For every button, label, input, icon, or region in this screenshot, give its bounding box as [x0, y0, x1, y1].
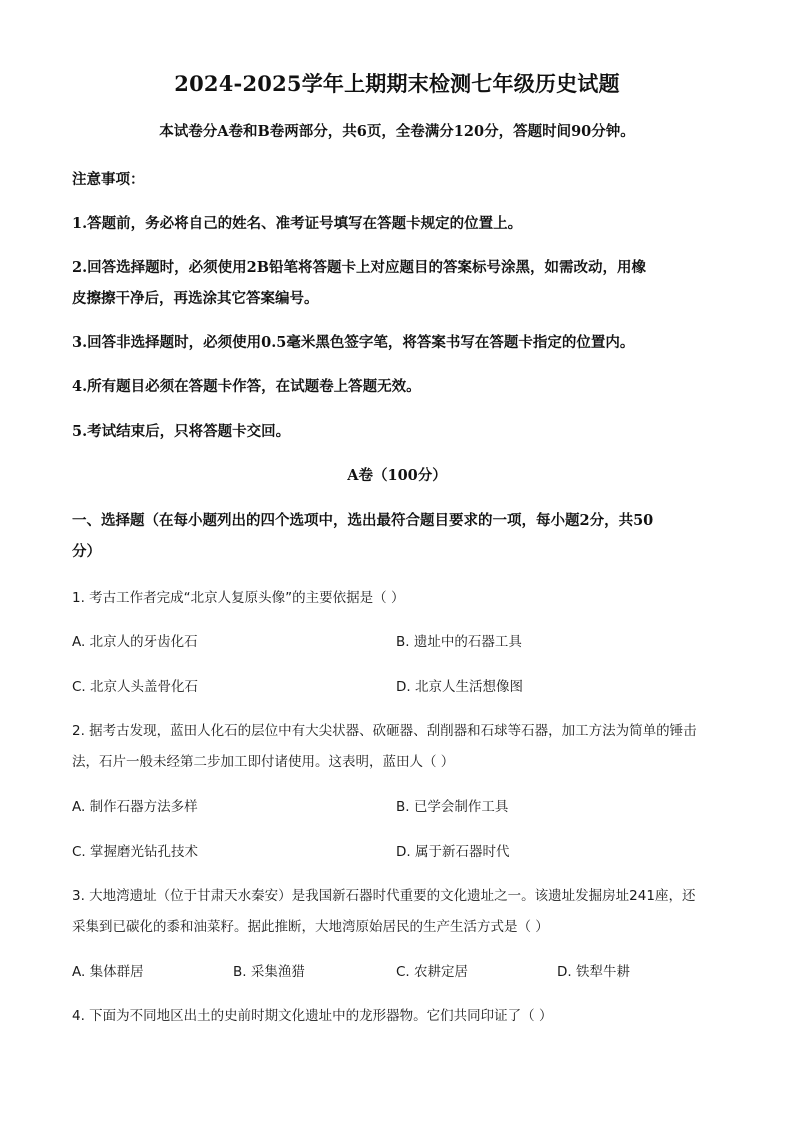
question-3-text: 3. 大地湾遗址（位于甘肃天水秦安）是我国新石器时代重要的文化遗址之一。该遗址发掘房址241座，还: [72, 888, 696, 904]
q2-option-a: A. 制作石器方法多样: [72, 799, 198, 815]
q1-option-d: D. 北京人生活想像图: [396, 679, 523, 695]
question-1-text: 1. 考古工作者完成“北京人复原头像”的主要依据是（ ）: [72, 590, 405, 606]
volume-a-label: A卷（100分）: [347, 467, 447, 484]
q1-option-b: B. 遗址中的石器工具: [396, 634, 522, 650]
q1-option-a: A. 北京人的牙齿化石: [72, 634, 198, 650]
q3-option-b: B. 采集渔猎: [233, 964, 305, 980]
q3-option-d: D. 铁犁牛耕: [557, 964, 630, 980]
section-heading: 一、选择题（在每小题列出的四个选项中，选出最符合题目要求的一项，每小题2分，共50: [72, 512, 654, 529]
notice-heading: 注意事项：: [72, 171, 145, 188]
q1-option-c: C. 北京人头盖骨化石: [72, 679, 199, 695]
notice-item-3: 3.回答非选择题时，必须使用0.5毫米黑色签字笔，将答案书写在答题卡指定的位置内。: [72, 334, 635, 351]
question-2-text: 2. 据考古发现，蓝田人化石的层位中有大尖状器、砍砸器、刮削器和石球等石器，加工方法为简单的锤击: [72, 723, 697, 739]
notice-item-1: 1.答题前，务必将自己的姓名、准考证号填写在答题卡规定的位置上。: [72, 215, 523, 232]
q3-option-a: A. 集体群居: [72, 964, 144, 980]
q2-option-c: C. 掌握磨光钻孔技术: [72, 844, 199, 860]
question-3-text-cont: 采集到已碳化的黍和油菜籽。据此推断，大地湾原始居民的生产生活方式是（ ）: [72, 919, 549, 935]
notice-item-4: 4.所有题目必须在答题卡作答，在试题卷上答题无效。: [72, 378, 421, 395]
section-heading-cont: 分）: [72, 543, 101, 560]
q3-option-c: C. 农耕定居: [396, 964, 469, 980]
q2-option-d: D. 属于新石器时代: [396, 844, 510, 860]
question-2-text-cont: 法，石片一般未经第二步加工即付诸使用。这表明，蓝田人（ ）: [72, 754, 455, 770]
notice-item-2: 2.回答选择题时，必须使用2B铅笔将答题卡上对应题目的答案标号涂黑，如需改动，用橡: [72, 259, 646, 276]
q2-option-b: B. 已学会制作工具: [396, 799, 509, 815]
exam-subtitle: 本试卷分A卷和B卷两部分，共6页，全卷满分120分，答题时间90分钟。: [159, 123, 635, 140]
exam-title: 2024-2025学年上期期末检测七年级历史试题: [174, 71, 620, 96]
notice-item-5: 5.考试结束后，只将答题卡交回。: [72, 423, 291, 440]
notice-item-2-cont: 皮擦擦干净后，再选涂其它答案编号。: [72, 290, 319, 307]
question-4-text: 4. 下面为不同地区出土的史前时期文化遗址中的龙形器物。它们共同印证了（ ）: [72, 1008, 553, 1024]
